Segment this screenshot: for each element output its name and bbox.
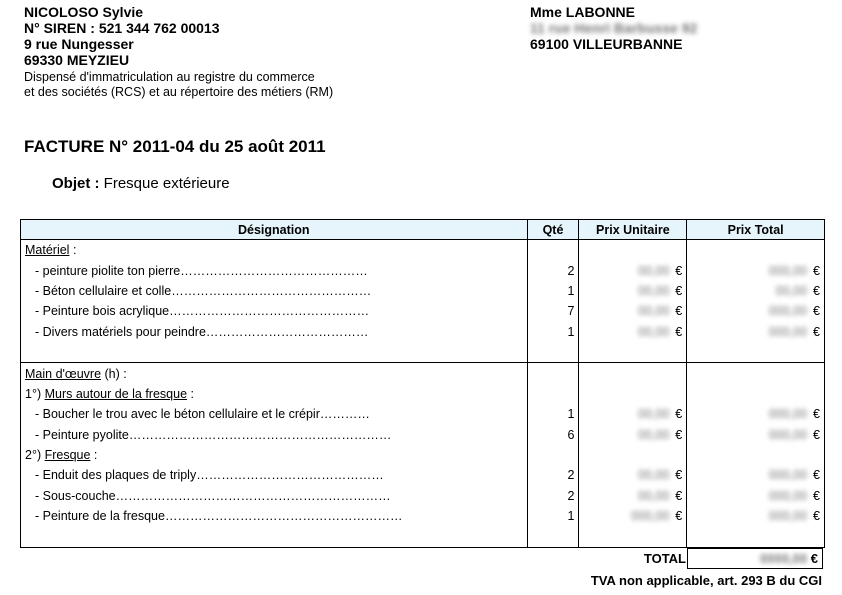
cell-total-price [687,301,825,321]
currency-symbol: € [675,283,683,298]
item-total-price: 000,00 [768,324,808,339]
item-designation: - Béton cellulaire et colle [35,283,172,298]
cell-qty [527,526,579,547]
item-unit-price: 00,00 [638,283,670,298]
currency-symbol: € [675,304,683,319]
cell-total-price [687,526,825,547]
item-unit-price: 00,00 [638,468,670,483]
recipient-city: 69100 VILLEURBANNE [530,36,683,52]
cell-unit-price [579,301,687,321]
item-qty: 1 [567,407,575,422]
item-qty: 1 [567,324,575,339]
cell-unit-price [579,404,687,424]
cell-unit-price [579,240,687,261]
item-designation: - peinture piolite ton pierre [35,263,181,278]
item-total-price: 000,00 [768,468,808,483]
item-leader-dots: ………………………………………………………… [115,488,391,503]
header-designation: Désignation [21,220,528,240]
cell-total-price [687,465,825,485]
cell-unit-price [579,281,687,301]
item-leader-dots: ………… [319,407,370,422]
item-qty: 6 [567,427,575,442]
item-leader-dots: ……………………………………… [180,263,368,278]
table-row [21,260,825,280]
cell-designation [21,445,528,465]
item-qty: 2 [567,263,575,278]
item-unit-price: 00,00 [638,488,670,503]
item-qty: 2 [567,488,575,503]
cell-unit-price [579,526,687,547]
table-row [21,342,825,363]
item-total-price: 000,00 [768,488,808,503]
item-designation: - Boucher le trou avec le béton cellulaire et le crépir [35,407,320,422]
currency-symbol: € [813,263,820,278]
item-total-price: 000,00 [768,509,808,524]
item-unit-price: 00,00 [638,263,670,278]
item-designation: - Peinture bois acrylique [35,304,170,319]
cell-qty [527,240,579,261]
cell-designation [21,486,528,506]
cell-unit-price [579,486,687,506]
cell-designation [21,240,528,261]
cell-designation [21,384,528,404]
table-row [21,425,825,445]
header-unit-price: Prix Unitaire [579,220,687,240]
cell-designation [21,404,528,424]
item-unit-price: 00,00 [638,304,670,319]
cell-qty [527,445,579,465]
subsection-prefix: 2°) [25,448,45,463]
cell-qty [527,465,579,485]
table-row [21,240,825,261]
recipient-name: Mme LABONNE [530,4,636,20]
cell-designation [21,363,528,384]
cell-qty [527,342,579,363]
cell-unit-price [579,363,687,384]
exemption-note-line: et des sociétés (RCS) et au répertoire des métiers (RM) [24,85,334,99]
cell-qty [527,260,579,280]
currency-symbol: € [675,488,683,503]
table-row [21,363,825,384]
cell-qty [527,486,579,506]
total-amount: 0000,00 [760,551,808,566]
subsection-suffix: : [187,386,194,401]
item-designation: - Divers matériels pour peindre [35,324,206,339]
sender-name: NICOLOSO Sylvie [24,4,144,20]
subsection-title: Murs autour de la fresque [44,386,188,401]
cell-qty [527,506,579,526]
item-designation: - Enduit des plaques de triply [35,468,197,483]
cell-total-price [687,506,825,526]
currency-symbol: € [675,263,683,278]
tva-note: TVA non applicable, art. 293 B du CGI [590,573,822,588]
item-leader-dots: ……………………………………… [196,468,384,483]
section-suffix: (h) : [101,366,127,381]
item-qty: 1 [567,509,575,524]
cell-total-price [687,486,825,506]
subsection-prefix: 1°) [25,386,45,401]
table-row [21,384,825,404]
table-row [21,404,825,424]
currency-symbol: € [675,468,683,483]
item-unit-price: 00,00 [638,324,670,339]
subsection-title: Fresque [44,448,91,463]
sender-street: 9 rue Nungesser [24,36,134,52]
cell-qty [527,425,579,445]
cell-unit-price [579,322,687,342]
object-value: Fresque extérieure [103,175,230,192]
table-row [21,526,825,547]
section-suffix: : [69,243,77,258]
cell-designation [21,425,528,445]
currency-symbol: € [675,324,683,339]
invoice-object [52,175,230,192]
cell-qty [527,322,579,342]
item-leader-dots: ……………………………………………………… [128,427,392,442]
cell-total-price [687,342,825,363]
cell-designation [21,260,528,280]
item-designation: - Peinture de la fresque [35,509,165,524]
item-designation: - Peinture pyolite [35,427,129,442]
recipient-street: 11 rue Henri Barbusse 92 [530,20,698,36]
object-label: Objet : [52,175,100,192]
cell-designation [21,301,528,321]
item-total-price: 00,00 [775,283,808,298]
sender-city: 69330 MEYZIEU [24,52,130,68]
invoice-table [20,219,825,548]
currency-symbol: € [813,488,820,503]
item-leader-dots: ………………………………………………… [164,509,403,524]
cell-total-price [687,240,825,261]
cell-unit-price [579,260,687,280]
item-leader-dots: ………………………………………… [169,304,370,319]
cell-unit-price [579,465,687,485]
total-amount-box [687,548,823,569]
cell-total-price [687,425,825,445]
cell-total-price [687,445,825,465]
table-row [21,465,825,485]
cell-unit-price [579,445,687,465]
item-unit-price: 00,00 [638,427,670,442]
cell-unit-price [579,384,687,404]
cell-unit-price [579,425,687,445]
cell-total-price [687,281,825,301]
currency-symbol: € [813,324,820,339]
table-row [21,506,825,526]
cell-designation [21,506,528,526]
currency-symbol: € [813,407,820,422]
cell-designation [21,281,528,301]
currency-symbol: € [813,468,820,483]
cell-unit-price [579,506,687,526]
cell-qty [527,281,579,301]
cell-qty [527,384,579,404]
subsection-suffix: : [90,448,98,463]
cell-unit-price [579,342,687,363]
recipient-block [530,4,697,52]
section-title: Main d'œuvre [25,366,102,381]
table-header-row [21,220,825,240]
table-row [21,322,825,342]
cell-total-price [687,384,825,404]
item-total-price: 000,00 [768,407,808,422]
currency-symbol: € [813,509,820,524]
cell-designation [21,322,528,342]
currency-symbol: € [675,509,683,524]
currency-symbol: € [675,407,683,422]
exemption-note [24,70,333,100]
cell-qty [527,363,579,384]
currency-symbol: € [813,304,820,319]
cell-designation [21,342,528,363]
total-label: TOTAL [643,551,686,566]
exemption-note-line: Dispensé d'immatriculation au registre du commerce [24,70,315,84]
cell-qty [527,404,579,424]
item-qty: 2 [567,468,575,483]
item-designation: - Sous-couche [35,488,116,503]
currency-symbol: € [675,427,683,442]
item-leader-dots: ………………………………………… [171,283,372,298]
cell-qty [527,301,579,321]
table-row [21,281,825,301]
item-unit-price: 000,00 [631,509,670,524]
cell-total-price [687,363,825,384]
cell-total-price [687,322,825,342]
item-total-price: 000,00 [768,427,808,442]
header-total-price: Prix Total [687,220,825,240]
item-leader-dots: ………………………………… [205,324,369,339]
item-qty: 1 [567,283,575,298]
invoice-title: FACTURE N° 2011-04 du 25 août 2011 [24,137,326,156]
cell-total-price [687,404,825,424]
table-row [21,445,825,465]
sender-block [24,4,220,68]
sender-siren: N° SIREN : 521 344 762 00013 [24,20,220,36]
item-unit-price: 00,00 [638,407,670,422]
cell-designation [21,465,528,485]
section-title: Matériel [25,243,70,258]
table-row [21,486,825,506]
total-currency: € [810,551,818,566]
item-total-price: 000,00 [768,263,808,278]
cell-total-price [687,260,825,280]
cell-designation [21,526,528,547]
table-row [21,301,825,321]
item-total-price: 000,00 [768,304,808,319]
item-qty: 7 [567,304,575,319]
currency-symbol: € [813,427,820,442]
header-qty: Qté [527,220,579,240]
currency-symbol: € [813,283,820,298]
